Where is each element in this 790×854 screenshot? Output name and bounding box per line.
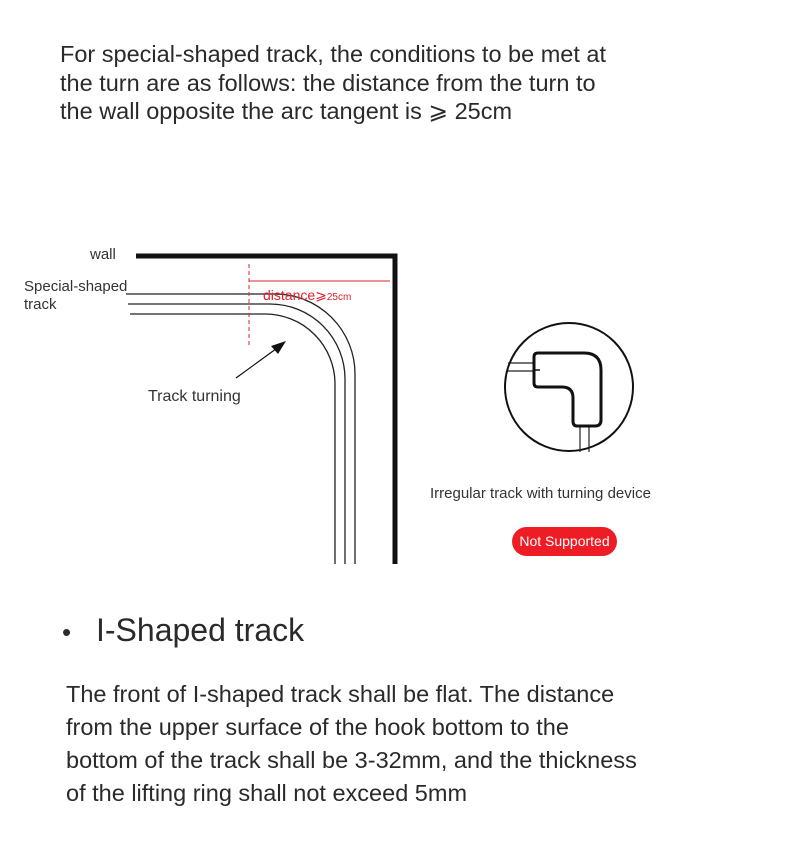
- section-title: I-Shaped track: [96, 612, 305, 648]
- section-line-4: of the lifting ring shall not exceed 5mm: [66, 780, 468, 806]
- not-supported-badge: Not Supported: [512, 527, 617, 556]
- intro-line-3: the wall opposite the arc tangent is ⩾ 25cm: [60, 98, 513, 124]
- intro-line-2: the turn are as follows: the distance from the turn to: [60, 69, 596, 96]
- section-line-1: The front of I-shaped track shall be flat. The distance: [66, 681, 615, 707]
- track-label-line2: track: [24, 296, 57, 313]
- section-line-2: from the upper surface of the hook bottom to the: [66, 714, 569, 740]
- device-label: Irregular track with turning device: [430, 485, 651, 502]
- distance-label-value: 25cm: [326, 292, 352, 303]
- wall-label: wall: [90, 246, 116, 263]
- track-label-line1: Special-shaped: [24, 278, 128, 295]
- turning-arrowhead: [271, 341, 286, 354]
- section-bullet: •: [62, 617, 72, 647]
- intro-line-1: For special-shaped track, the conditions to be met at: [60, 41, 607, 67]
- section-paragraph: [66, 678, 766, 810]
- track-rail-inner: [130, 314, 335, 564]
- distance-label: [263, 287, 351, 303]
- track-rail-outer: [126, 294, 355, 564]
- distance-label-text: distance⩾: [263, 287, 327, 303]
- section-heading: [62, 612, 304, 649]
- turning-label: Track turning: [148, 388, 241, 405]
- track-rail-middle: [128, 304, 345, 564]
- section-line-3: bottom of the track shall be 3-32mm, and the thickness: [66, 747, 637, 773]
- turning-arrow: [236, 346, 280, 378]
